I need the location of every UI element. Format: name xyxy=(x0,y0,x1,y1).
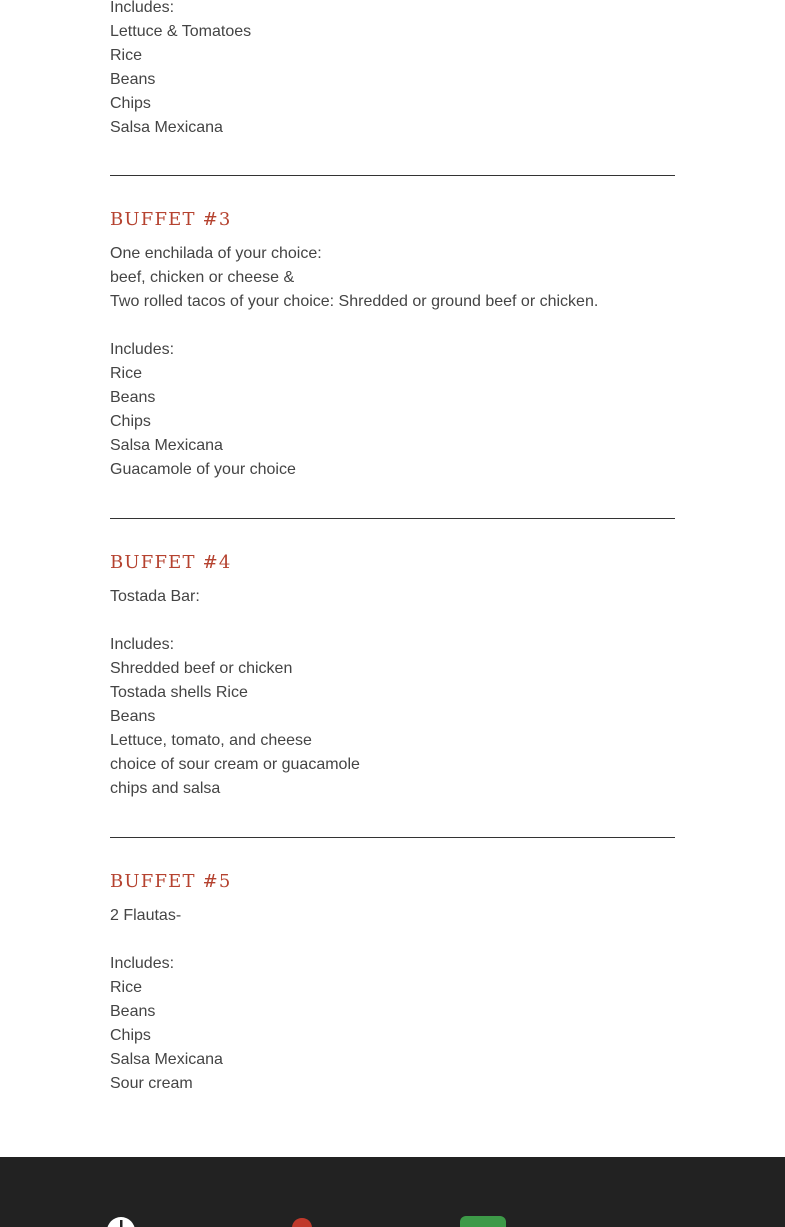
includes-label: Includes: xyxy=(110,955,175,972)
list-item: Beans xyxy=(110,1003,156,1020)
list-item: Guacamole of your choice xyxy=(110,461,296,478)
list-item: choice of sour cream or guacamole xyxy=(110,756,360,773)
section-divider xyxy=(110,518,675,519)
description-line: Two rolled tacos of your choice: Shredded or ground beef or chicken. xyxy=(110,293,599,310)
buffet-5-section xyxy=(110,870,232,1096)
includes-label: Includes: xyxy=(110,636,175,653)
map-pin-icon xyxy=(290,1216,314,1227)
list-item: Chips xyxy=(110,95,151,112)
buffet-2-section xyxy=(110,0,251,140)
section-title: BUFFET #4 xyxy=(110,552,232,573)
includes-label: Includes: xyxy=(110,0,175,16)
list-item: Beans xyxy=(110,389,156,406)
section-divider xyxy=(110,175,675,176)
buffet-3-section xyxy=(110,208,598,482)
buffet-4-section xyxy=(110,551,360,801)
description-line: 2 Flautas- xyxy=(110,907,182,924)
list-item: chips and salsa xyxy=(110,780,221,797)
list-item: Beans xyxy=(110,708,156,725)
list-item: Chips xyxy=(110,1027,151,1044)
section-title: BUFFET #5 xyxy=(110,871,232,892)
footer xyxy=(0,1157,785,1227)
section-title: BUFFET #3 xyxy=(110,209,232,230)
includes-label: Includes: xyxy=(110,341,175,358)
description-line: Tostada Bar: xyxy=(110,588,200,605)
list-item: Lettuce & Tomatoes xyxy=(110,23,252,40)
list-item: Beans xyxy=(110,71,156,88)
description-line: One enchilada of your choice: xyxy=(110,245,322,262)
list-item: Chips xyxy=(110,413,151,430)
list-item: Salsa Mexicana xyxy=(110,437,223,454)
list-item: Tostada shells Rice xyxy=(110,684,248,701)
list-item: Rice xyxy=(110,979,143,996)
phone-icon xyxy=(460,1216,506,1227)
description-line: beef, chicken or cheese & xyxy=(110,269,295,286)
list-item: Sour cream xyxy=(110,1075,193,1092)
list-item: Shredded beef or chicken xyxy=(110,660,293,677)
section-divider xyxy=(110,837,675,838)
list-item: Lettuce, tomato, and cheese xyxy=(110,732,312,749)
list-item: Rice xyxy=(110,365,143,382)
list-item: Salsa Mexicana xyxy=(110,1051,223,1068)
clock-icon xyxy=(106,1216,136,1227)
list-item: Rice xyxy=(110,47,143,64)
list-item: Salsa Mexicana xyxy=(110,119,223,136)
